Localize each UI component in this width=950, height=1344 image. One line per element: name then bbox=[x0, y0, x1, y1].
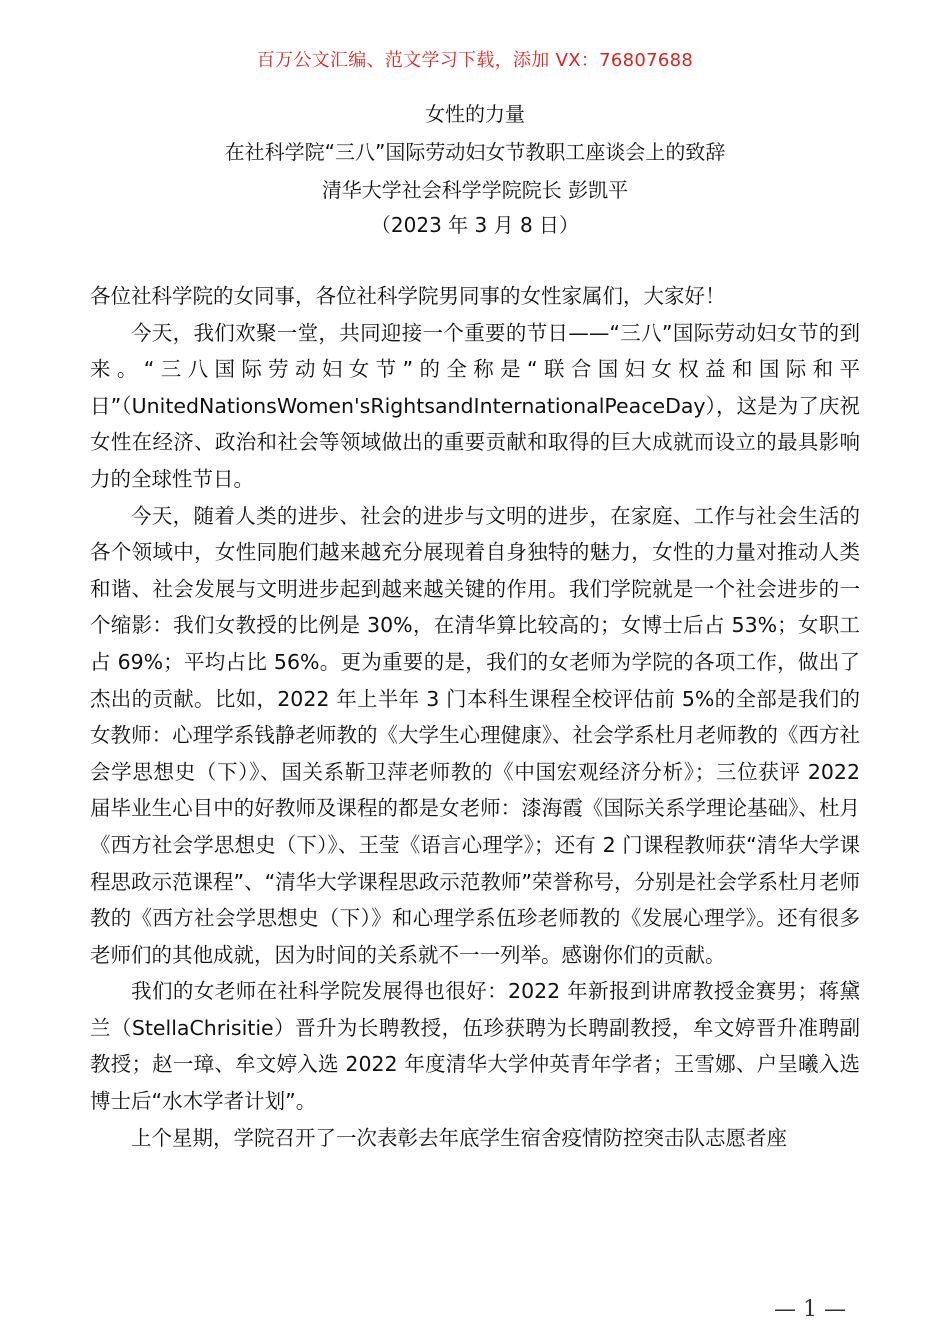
page-number: — 1 — bbox=[774, 1297, 846, 1322]
paragraph-3: 我们的女老师在社科学院发展得也很好：2022 年新报到讲席教授金赛男；蒋黛兰（StellaChrisitie）晋升为长聘教授，伍珍获聘为长聘副教授，牟文婷晋升准聘副教授；赵一璋、牟文婷入选 2022 年度清华大学仲英青年学者；王雪娜、户呈曦入选博士后“水木学者计划”。 bbox=[90, 979, 860, 1114]
speaker-line: 清华大学社会科学学院院长 彭凯平 bbox=[321, 178, 629, 202]
speech-body bbox=[90, 278, 860, 1156]
greeting-paragraph: 各位社科学院的女同事，各位社科学院男同事的女性家属们，大家好！ bbox=[90, 284, 726, 308]
paragraph-1: 今天，我们欢聚一堂，共同迎接一个重要的节日——“三八”国际劳动妇女节的到来。“三八国际劳动妇女节”的全称是“联合国妇女权益和国际和平日”（UnitedNationsWomen'sRightsandInternationalPeaceDay），这是为了庆祝女性在经济、政治和社会等领域做出的重要贡献和取得的巨大成就而设立的最具影响力的全球性节日。 bbox=[90, 320, 860, 491]
paragraph-2: 今天，随着人类的进步、社会的进步与文明的进步，在家庭、工作与社会生活的各个领域中，女性同胞们越来越充分展现着自身独特的魅力，女性的力量对推动人类和谐、社会发展与文明进步起到越来越关键的作用。我们学院就是一个社会进步的一个缩影：我们女教授的比例是 30%，在清华算比较高的；女博士后占 53%；女职工占 69%；平均占比 56%。更为重要的是，我们的女老师为学院的各项工作，做出了杰出的贡献。比如，2022 年上半年 3 门本科生课程全校评估前 5%的全部是我们的女教师：心理学系钱静老师教的《大学生心理健康》、社会学系杜月老师教的《西方社会学思想史（下）》、国关系靳卫萍老师教的《中国宏观经济分析》；三位获评 2022 届毕业生心目中的好教师及课程的都是女老师：漆海霞《国际关系学理论基础》、杜月《西方社会学思想史（下）》、王莹《语言心理学》；还有 2 门课程教师获“清华大学课程思政示范课程”、“清华大学课程思政示范教师”荣誉称号，分别是社会学系杜月老师教的《西方社会学思想史（下）》和心理学系伍珍老师教的《发展心理学》。还有很多老师们的其他成就，因为时间的关系就不一一列举。感谢你们的贡献。 bbox=[90, 503, 860, 967]
date-line: （2023 年 3 月 8 日） bbox=[370, 213, 580, 237]
watermark-banner: 百万公文汇编、范文学习下载，添加 VX：76807688 bbox=[256, 50, 694, 71]
document-title: 女性的力量 bbox=[425, 102, 525, 126]
paragraph-4: 上个星期，学院召开了一次表彰去年底学生宿舍疫情防控突击队志愿者座 bbox=[131, 1125, 787, 1150]
document-subtitle: 在社科学院“三八”国际劳动妇女节教职工座谈会上的致辞 bbox=[224, 140, 726, 164]
